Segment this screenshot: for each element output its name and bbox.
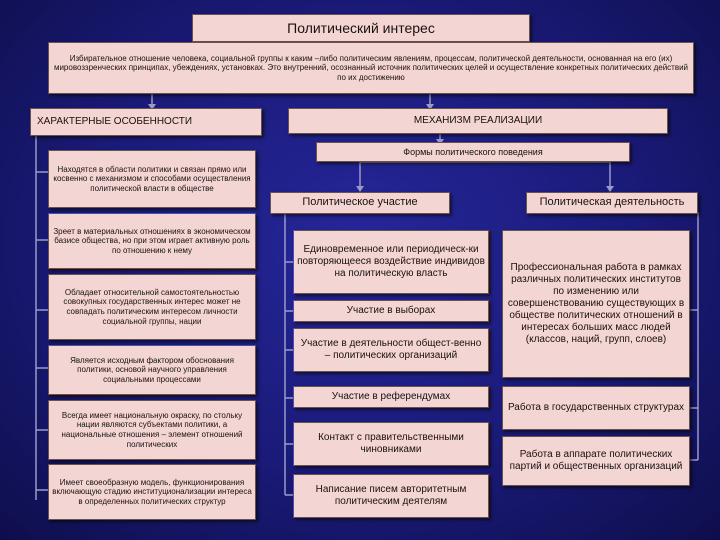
forms-box: Формы политического поведения [316,142,630,162]
participation-item-3: Участие в деятельности общест-венно – политических организаций [293,328,489,372]
mechanism-header: МЕХАНИЗМ РЕАЛИЗАЦИИ [288,108,668,134]
features-header: ХАРАКТЕРНЫЕ ОСОБЕННОСТИ [30,108,262,136]
feature-item-3: Обладает относительной самостоятельностью совокупных государственных интерес может не совпадать политическим интересом личности социальной группы, нации [48,274,256,340]
participation-item-5: Контакт с правительственными чиновниками [293,422,489,466]
activity-item-2: Работа в государственных структурах [502,386,690,430]
participation-item-2: Участие в выборах [293,300,489,322]
participation-header: Политическое участие [270,192,450,214]
feature-item-6: Имеет своеобразную модель, функционирования включающую стадию институционализации интереса в определенных политических структур [48,464,256,520]
feature-item-2: Зреет в материальных отношениях в экономическом базисе общества, но при этом играет активную роль по отношению к нему [48,213,256,269]
feature-item-1: Находятся в области политики и связан прямо или косвенно с механизмом и способами осуществления политической власти в обществе [48,150,256,208]
page-title: Политический интерес [192,14,530,42]
participation-item-4: Участие в референдумах [293,386,489,408]
definition-box: Избирательное отношение человека, социальной группы к каким –либо политическим явлениям, процессам, политической деятельности, основанная на его (их) мировоззренческих принципах, убеждениях, установках. Это внутренний, осознанный источник политических целей и осуществление конкретных политических действий по их достижению [48,42,694,94]
feature-item-5: Всегда имеет национальную окраску, по стольку нации являются субъектами политики, а национальные отношения – элемент отношений политических [48,400,256,460]
activity-item-1: Профессиональная работа в рамках различных политических институтов по изменению или совершенствованию существующих в обществе политических отношений в интересах больших масс людей (классов, наций, групп, слоев) [502,230,690,378]
activity-item-3: Работа в аппарате политических партий и общественных организаций [502,436,690,486]
feature-item-4: Является исходным фактором обоснования политики, основой научного управления социальными процессами [48,345,256,395]
activity-header: Политическая деятельность [526,192,698,214]
participation-item-1: Единовременное или периодическ-ки повторяющееся воздействие индивидов на политическую власть [293,230,489,294]
participation-item-6: Написание писем авторитетным политическим деятелям [293,474,489,518]
